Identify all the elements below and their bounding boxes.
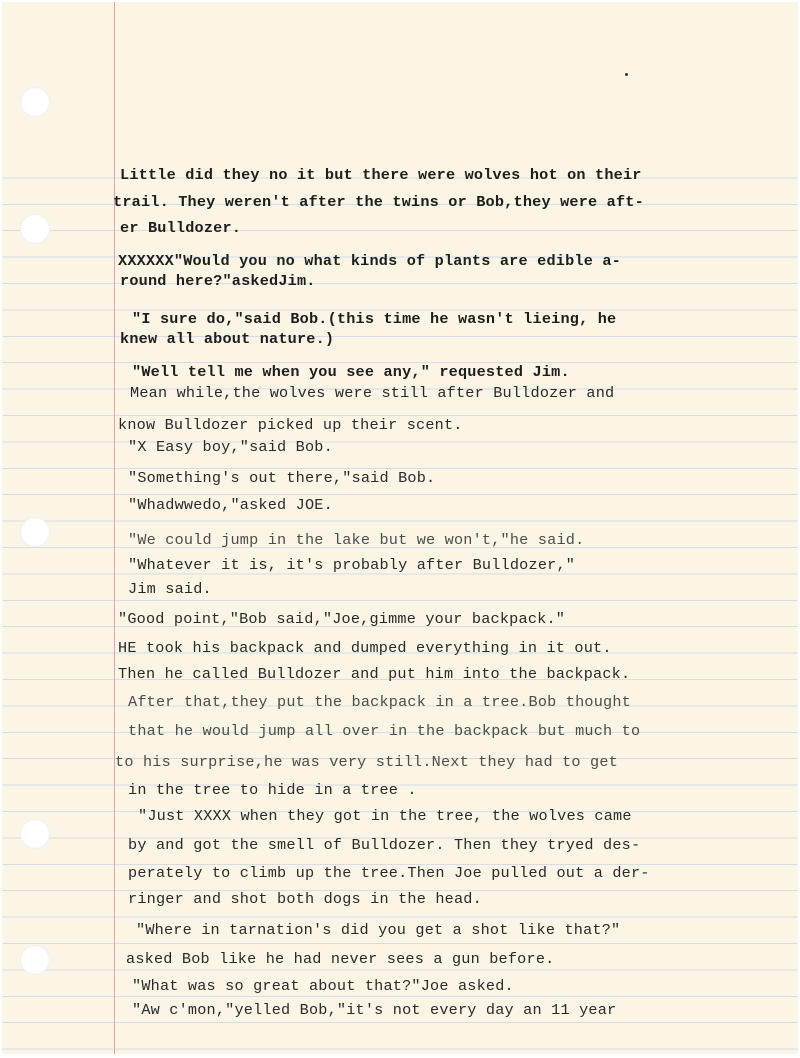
text-line: Jim said. xyxy=(128,580,212,598)
text-line: "Good point,"Bob said,"Joe,gimme your backpack." xyxy=(118,610,566,628)
text-line: "We could jump in the lake but we won't,"he said. xyxy=(128,531,585,549)
text-line: round here?"askedJim. xyxy=(120,272,316,290)
text-line: "Well tell me when you see any," requested Jim. xyxy=(132,363,570,381)
text-line: by and got the smell of Bulldozer. Then they tryed des- xyxy=(128,836,641,854)
text-line: trail. They weren't after the twins or Bob,they were aft- xyxy=(113,193,644,211)
text-line: asked Bob like he had never sees a gun before. xyxy=(126,950,555,968)
text-line: XXXXXX"Would you no what kinds of plants are edible a- xyxy=(118,252,621,270)
text-line: to his surprise,he was very still.Next they had to get xyxy=(115,753,618,771)
text-line: knew all about nature.) xyxy=(120,330,335,348)
text-line: "What was so great about that?"Joe asked. xyxy=(132,977,514,995)
text-line: "Aw c'mon,"yelled Bob,"it's not every day an 11 year xyxy=(132,1001,617,1019)
text-line: Mean while,the wolves were still after Bulldozer and xyxy=(130,384,615,402)
text-line: in the tree to hide in a tree . xyxy=(128,781,417,799)
text-line: "I sure do,"said Bob.(this time he wasn't lieing, he xyxy=(132,310,617,328)
text-line: "Whatever it is, it's probably after Bulldozer," xyxy=(128,556,576,574)
text-line: er Bulldozer. xyxy=(120,219,242,237)
text-line: Then he called Bulldozer and put him into the backpack. xyxy=(118,665,631,683)
text-line: After that,they put the backpack in a tree.Bob thought xyxy=(128,693,631,711)
text-line: "Where in tarnation's did you get a shot like that?" xyxy=(136,921,621,939)
text-line: "X Easy boy,"said Bob. xyxy=(128,438,333,456)
text-line: "Something's out there,"said Bob. xyxy=(128,469,436,487)
text-line: that he would jump all over in the backpack but much to xyxy=(128,722,641,740)
text-line: "Just XXXX when they got in the tree, the wolves came xyxy=(138,807,632,825)
text-line: know Bulldozer picked up their scent. xyxy=(118,416,463,434)
text-line: HE took his backpack and dumped everything in it out. xyxy=(118,639,612,657)
text-line: ringer and shot both dogs in the head. xyxy=(128,890,482,908)
text-line: "Whadwwedo,"asked JOE. xyxy=(128,496,333,514)
text-line: perately to climb up the tree.Then Joe pulled out a der- xyxy=(128,864,650,882)
text-line: Little did they no it but there were wolves hot on their xyxy=(120,166,642,184)
